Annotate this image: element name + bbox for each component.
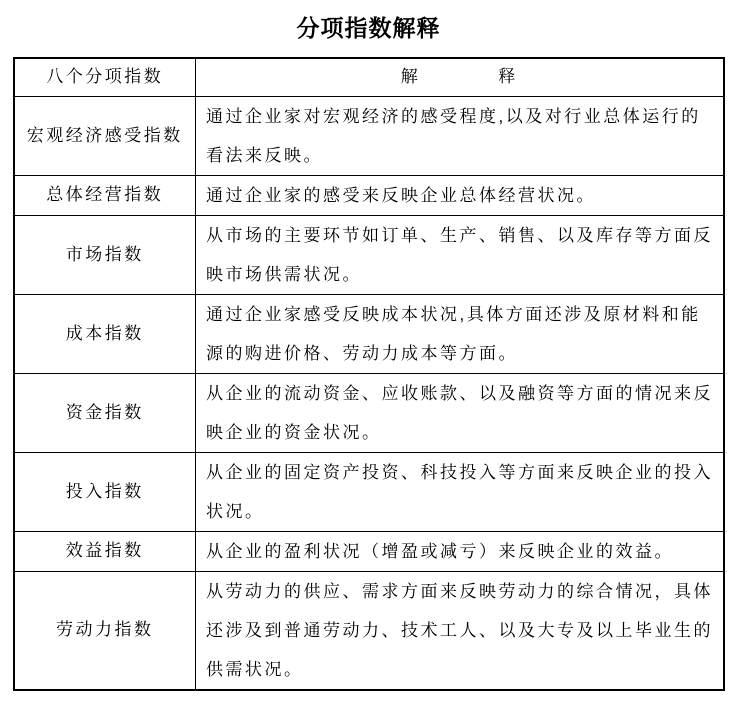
explanation-cell: 通过企业家的感受来反映企业总体经营状况。: [196, 175, 724, 215]
sub-index-explanation-table: [13, 57, 725, 691]
table-row: [14, 571, 724, 690]
explanation-cell: 从企业的流动资金、应收账款、以及融资等方面的情况来反映企业的资金状况。: [196, 373, 724, 452]
page-title: 分项指数解释: [296, 15, 441, 41]
table-row: [14, 175, 724, 215]
index-name-cell: 效益指数: [14, 531, 196, 571]
index-name-cell: 市场指数: [14, 215, 196, 294]
table-row: [14, 96, 724, 175]
index-name-cell: 宏观经济感受指数: [14, 96, 196, 175]
explanation-cell: 从劳动力的供应、需求方面来反映劳动力的综合情况，具体还涉及到普通劳动力、技术工人、以及大专及以上毕业生的供需状况。: [196, 571, 724, 690]
table-row: [14, 373, 724, 452]
table-row: [14, 452, 724, 531]
explanation-cell: 从市场的主要环节如订单、生产、销售、以及库存等方面反映市场供需状况。: [196, 215, 724, 294]
table-row: [14, 531, 724, 571]
index-name-cell: 资金指数: [14, 373, 196, 452]
index-name-cell: 劳动力指数: [14, 571, 196, 690]
table-row: [14, 215, 724, 294]
explanation-cell: 从企业的固定资产投资、科技投入等方面来反映企业的投入状况。: [196, 452, 724, 531]
explanation-cell: 通过企业家对宏观经济的感受程度,以及对行业总体运行的看法来反映。: [196, 96, 724, 175]
header-explanation-column: 解 释: [196, 58, 724, 96]
index-name-cell: 投入指数: [14, 452, 196, 531]
header-index-column: 八个分项指数: [14, 58, 196, 96]
index-name-cell: 成本指数: [14, 294, 196, 373]
table-header-row: [14, 58, 724, 96]
table-row: [14, 294, 724, 373]
index-name-cell: 总体经营指数: [14, 175, 196, 215]
explanation-cell: 通过企业家感受反映成本状况,具体方面还涉及原材料和能源的购进价格、劳动力成本等方面。: [196, 294, 724, 373]
explanation-cell: 从企业的盈利状况（增盈或减亏）来反映企业的效益。: [196, 531, 724, 571]
